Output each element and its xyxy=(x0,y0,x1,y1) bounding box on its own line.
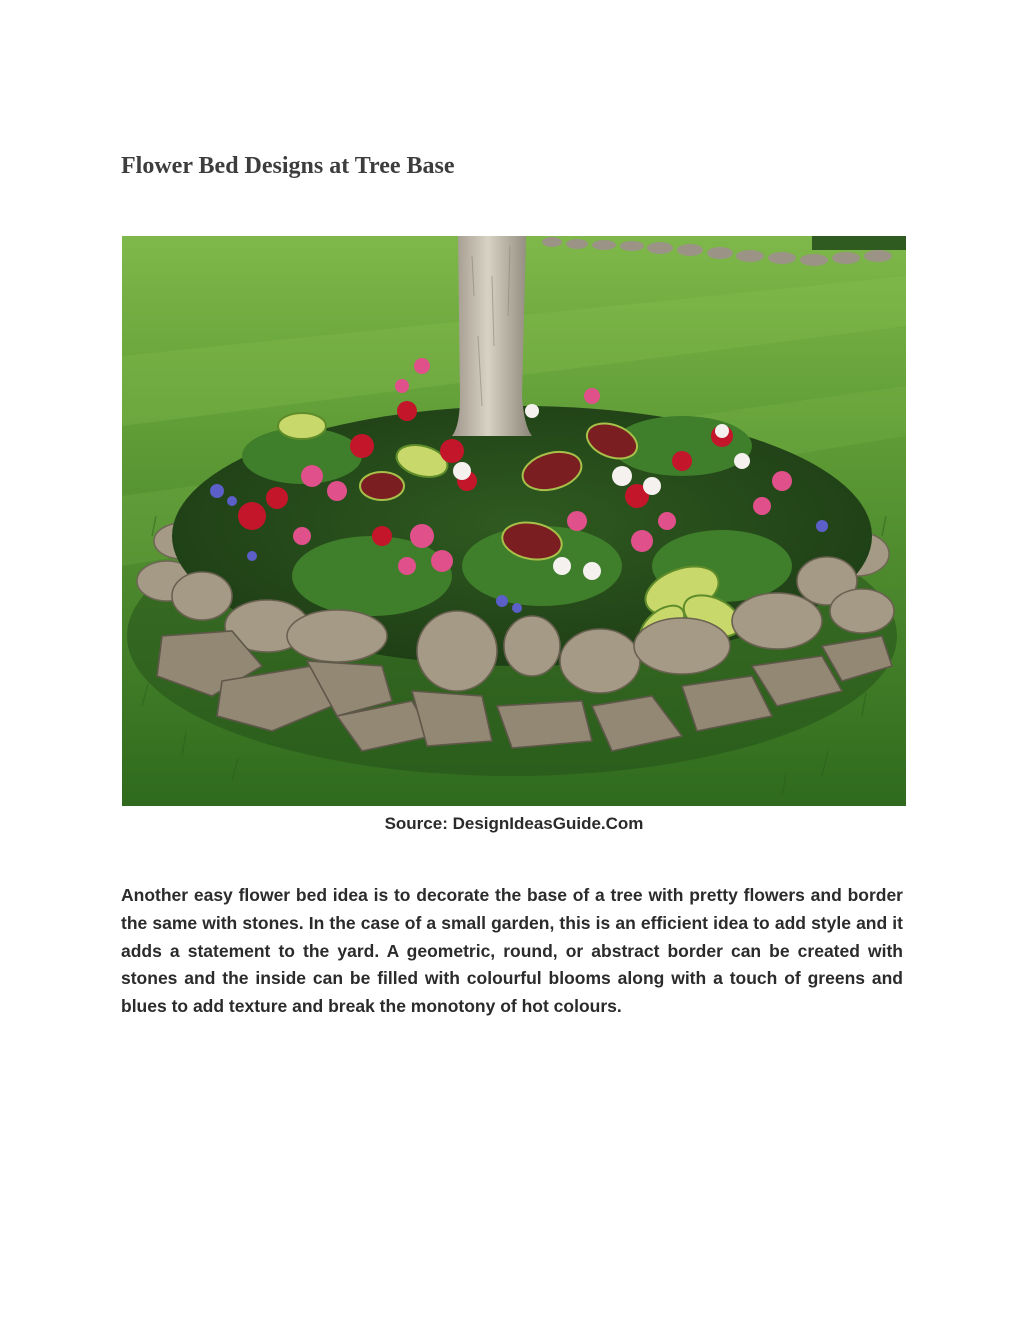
page-title: Flower Bed Designs at Tree Base xyxy=(121,153,455,179)
image-source-caption: Source: DesignIdeasGuide.Com xyxy=(384,814,644,833)
flower-bed-photo xyxy=(122,236,906,806)
body-paragraph: Another easy flower bed idea is to decorate the base of a tree with pretty flowers and border the same with stones. In the case of a small garden, this is an efficient idea to add style and it adds a statement to the yard. A geometric, round, or abstract border can be created with stones and the inside can be filled with colourful blooms along with a touch of greens and blues to add texture and break the monotony of hot colours. xyxy=(121,885,903,1017)
